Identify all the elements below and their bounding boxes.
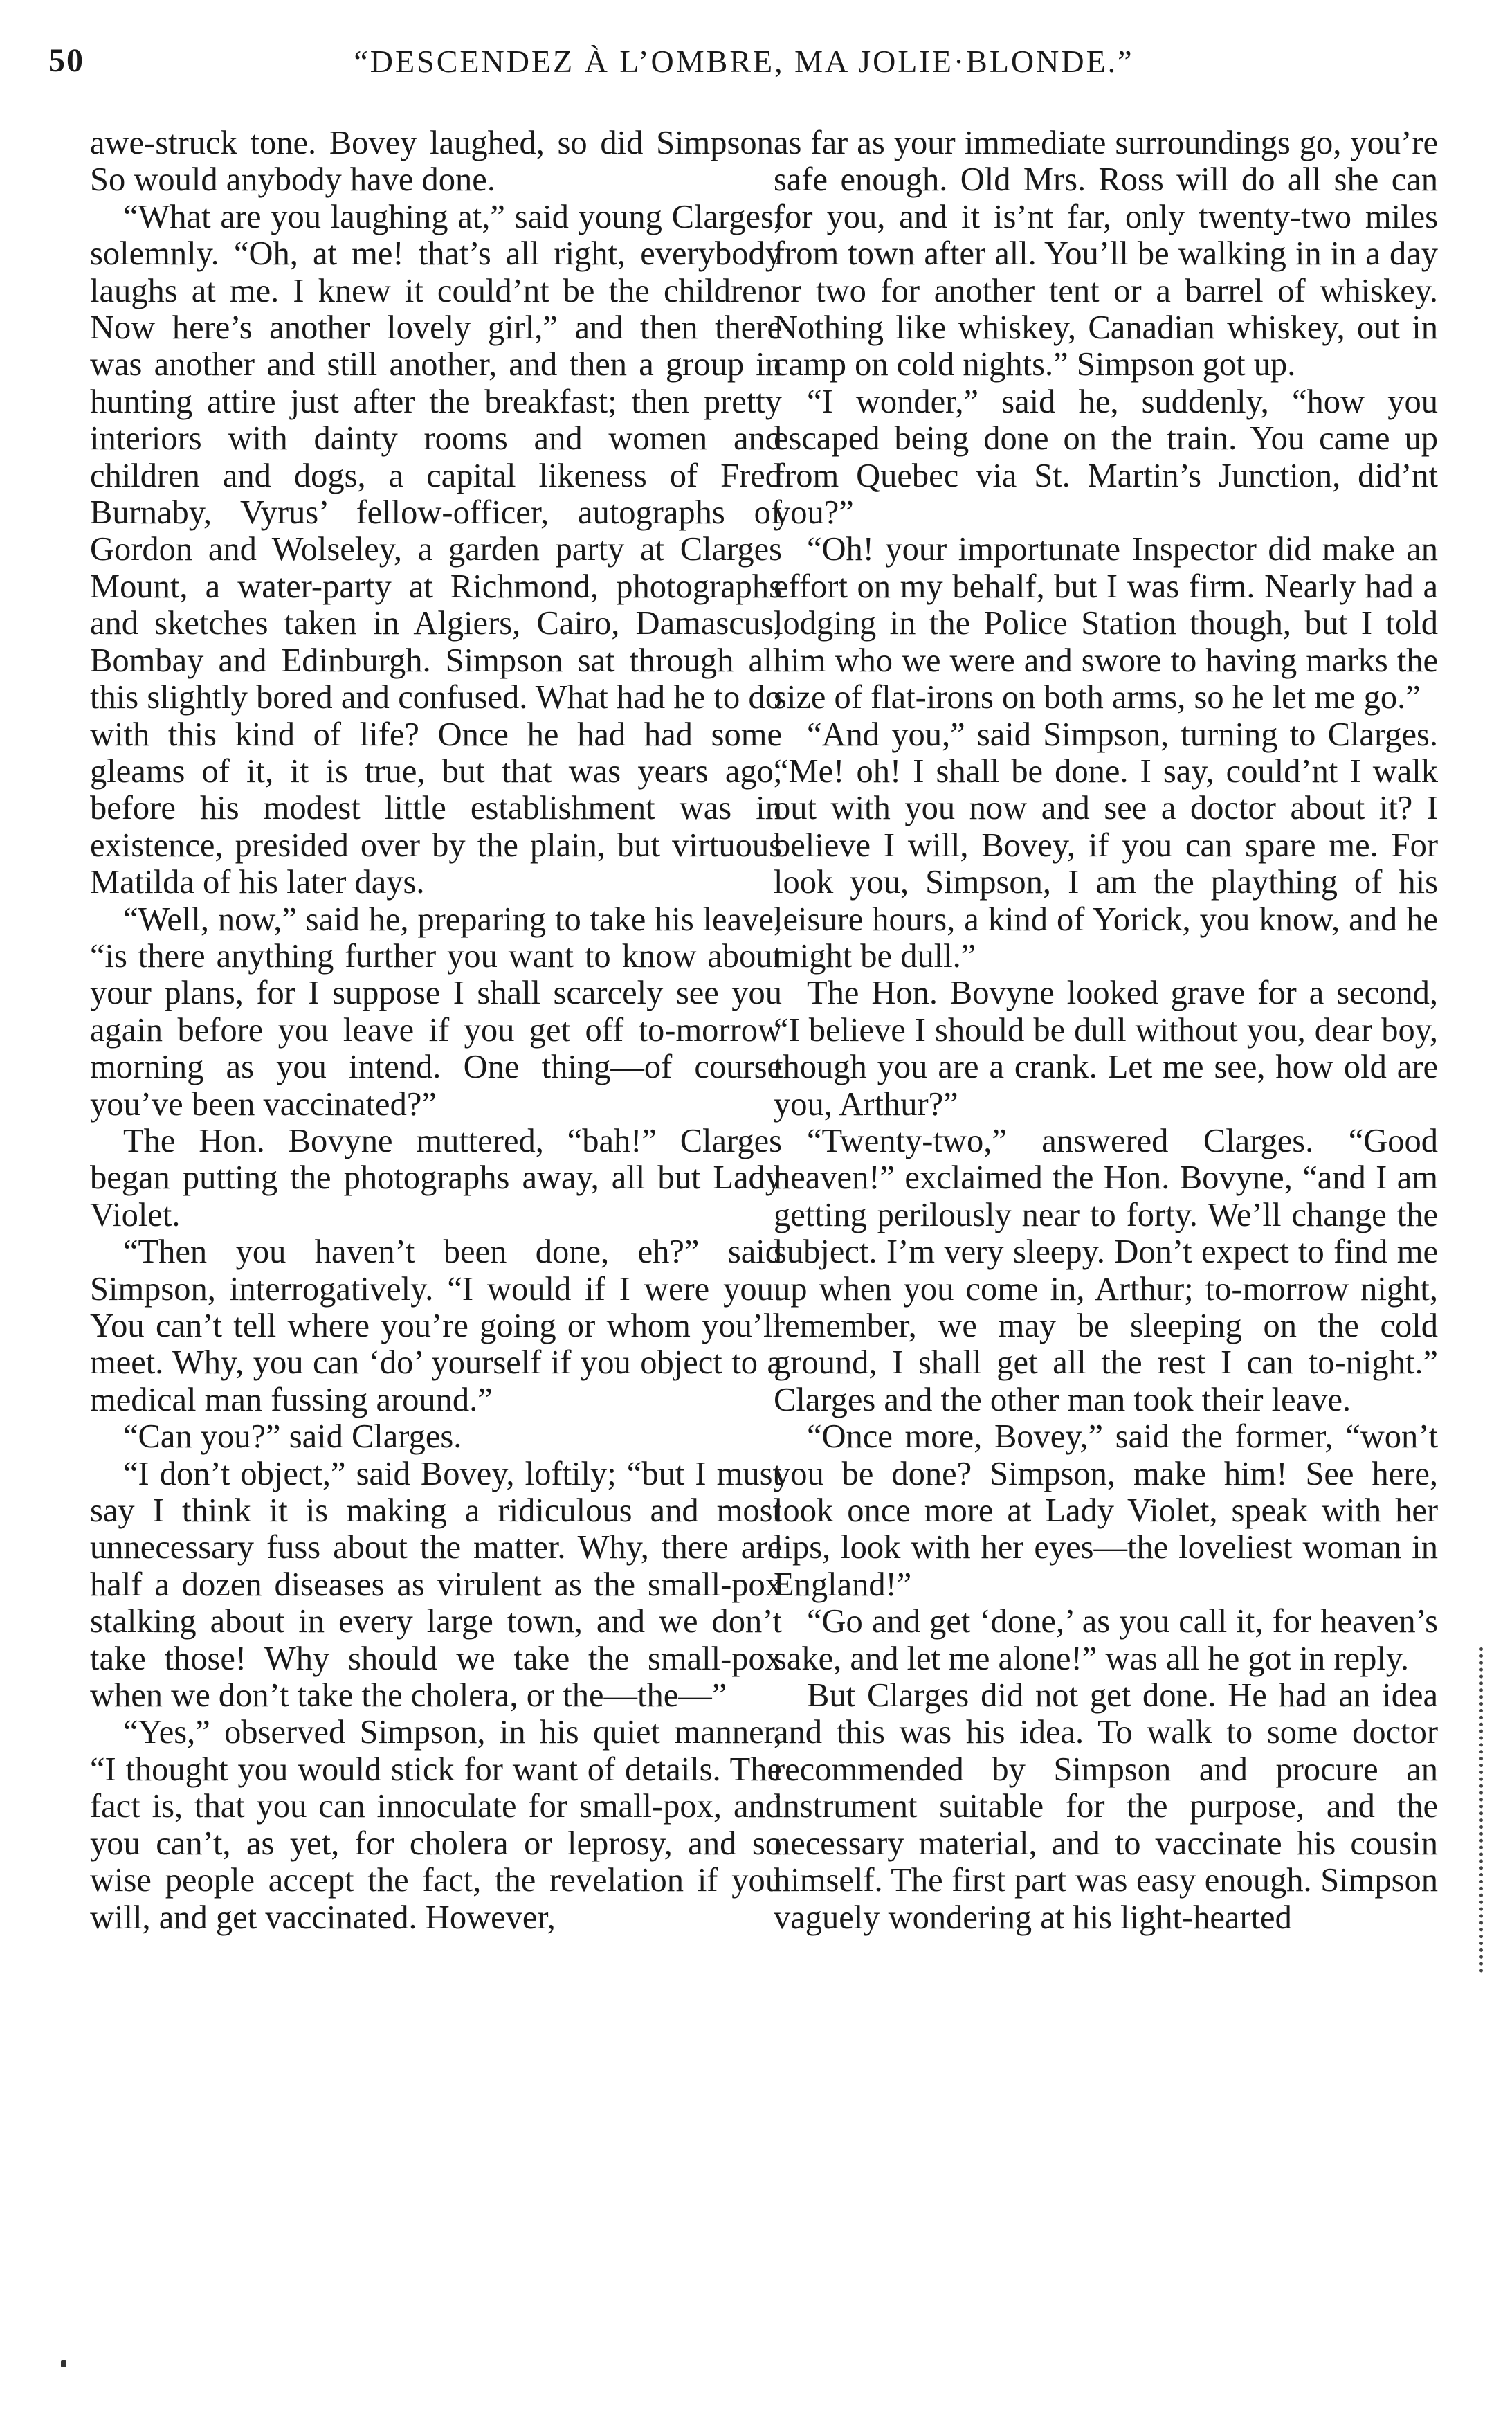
paragraph: “Then you haven’t been done, eh?” said Simpson, interrogatively. “I would if I were you. You can’t tell where you’re going or whom you’ll meet. Why, you can ‘do’ yourself if you object to a medical man fussing around.” xyxy=(90,1233,782,1418)
left-column xyxy=(90,125,782,1936)
paragraph: “I don’t object,” said Bovey, loftily; “but I must say I think it is making a ridiculous and most unnecessary fuss about the matter. Why, there are half a dozen diseases as virulent as the small-pox stalking about in every large town, and we don’t take those! Why should we take the small-pox when we don’t take the cholera, or the—the—” xyxy=(90,1455,782,1715)
paragraph: But Clarges did not get done. He had an idea and this was his idea. To walk to some doctor recommended by Simpson and procure an instrument suitable for the purpose, and the necessary material, and to vaccinate his cousin himself. The first part was easy enough. Simpson vaguely wondering at his light-hearted xyxy=(774,1677,1438,1936)
paragraph: “Go and get ‘done,’ as you call it, for heaven’s sake, and let me alone!” was all he got in reply. xyxy=(774,1603,1438,1677)
paragraph: The Hon. Bovyne muttered, “bah!” Clarges began putting the photographs away, all but Lady Violet. xyxy=(90,1122,782,1233)
paragraph: “Twenty-two,” answered Clarges. “Good heaven!” exclaimed the Hon. Bovyne, “and I am getting perilously near to forty. We’ll change the subject. I’m very sleepy. Don’t expect to find me up when you come in, Arthur; to-morrow night, remember, we may be sleeping on the cold ground, I shall get all the rest I can to-night.” Clarges and the other man took their leave. xyxy=(774,1122,1438,1418)
paragraph: “I wonder,” said he, suddenly, “how you escaped being done on the train. You came up from Quebec via St. Martin’s Junction, did’nt you?” xyxy=(774,383,1438,532)
paragraph: as far as your immediate surroundings go, you’re safe enough. Old Mrs. Ross will do all she can for you, and it is’nt far, only twenty-two miles from town after all. You’ll be walking in in a day or two for another tent or a barrel of whiskey. Nothing like whiskey, Canadian whiskey, out in camp on cold nights.” Simpson got up. xyxy=(774,125,1438,383)
paragraph: “Oh! your importunate Inspector did make an effort on my behalf, but I was firm. Nearly had a lodging in the Police Station though, but I told him who we were and swore to having marks the size of flat-irons on both arms, so he let me go.” xyxy=(774,531,1438,716)
paragraph: “And you,” said Simpson, turning to Clarges. “Me! oh! I shall be done. I say, could’nt I walk out with you now and see a doctor about it? I believe I will, Bovey, if you can spare me. For look you, Simpson, I am the plaything of his leisure hours, a kind of Yorick, you know, and he might be dull.” xyxy=(774,716,1438,975)
binding-edge-marks xyxy=(1479,1647,1488,1973)
page-number: 50 xyxy=(48,42,84,79)
paragraph: “Well, now,” said he, preparing to take his leave, “is there anything further you want to know about your plans, for I suppose I shall scarcely see you again before you leave if you get off to-morrow morning as you intend. One thing—of course you’ve been vaccinated?” xyxy=(90,901,782,1123)
paragraph: “Once more, Bovey,” said the former, “won’t you be done? Simpson, make him! See here, look once more at Lady Violet, speak with her lips, look with her eyes—the loveliest woman in England!” xyxy=(774,1418,1438,1603)
page-header xyxy=(48,42,1439,97)
right-column xyxy=(774,125,1438,1936)
paragraph: awe-struck tone. Bovey laughed, so did Simpson. So would anybody have done. xyxy=(90,125,782,199)
paragraph: “Can you?” said Clarges. xyxy=(123,1418,462,1456)
ink-speck xyxy=(61,2360,66,2367)
paragraph: “Yes,” observed Simpson, in his quiet manner, “I thought you would stick for want of details. The fact is, that you can innoculate for small-pox, and you can’t, as yet, for cholera or leprosy, and so wise people accept the fact, the revelation if you will, and get vaccinated. However, xyxy=(90,1714,782,1936)
paragraph: The Hon. Bovyne looked grave for a second, “I believe I should be dull without you, dear boy, though you are a crank. Let me see, how old are you, Arthur?” xyxy=(774,975,1438,1123)
paragraph: “What are you laughing at,” said young Clarges, solemnly. “Oh, at me! that’s all right, everybody laughs at me. I knew it could’nt be the children. Now here’s another lovely girl,” and then there was another and still another, and then a group in hunting attire just after the breakfast; then pretty interiors with dainty rooms and women and children and dogs, a capital likeness of Fred Burnaby, Vyrus’ fellow-officer, autographs of Gordon and Wolseley, a garden party at Clarges Mount, a water-party at Richmond, photographs and sketches taken in Algiers, Cairo, Damascus, Bombay and Edinburgh. Simpson sat through all this slightly bored and confused. What had he to do with this kind of life? Once he had had some gleams of it, it is true, but that was years ago, before his modest little establishment was in existence, presided over by the plain, but virtuous Matilda of his later days. xyxy=(90,198,782,901)
running-title: “DESCENDEZ À L’OMBRE, MA JOLIE·BLONDE.” xyxy=(354,44,1134,79)
